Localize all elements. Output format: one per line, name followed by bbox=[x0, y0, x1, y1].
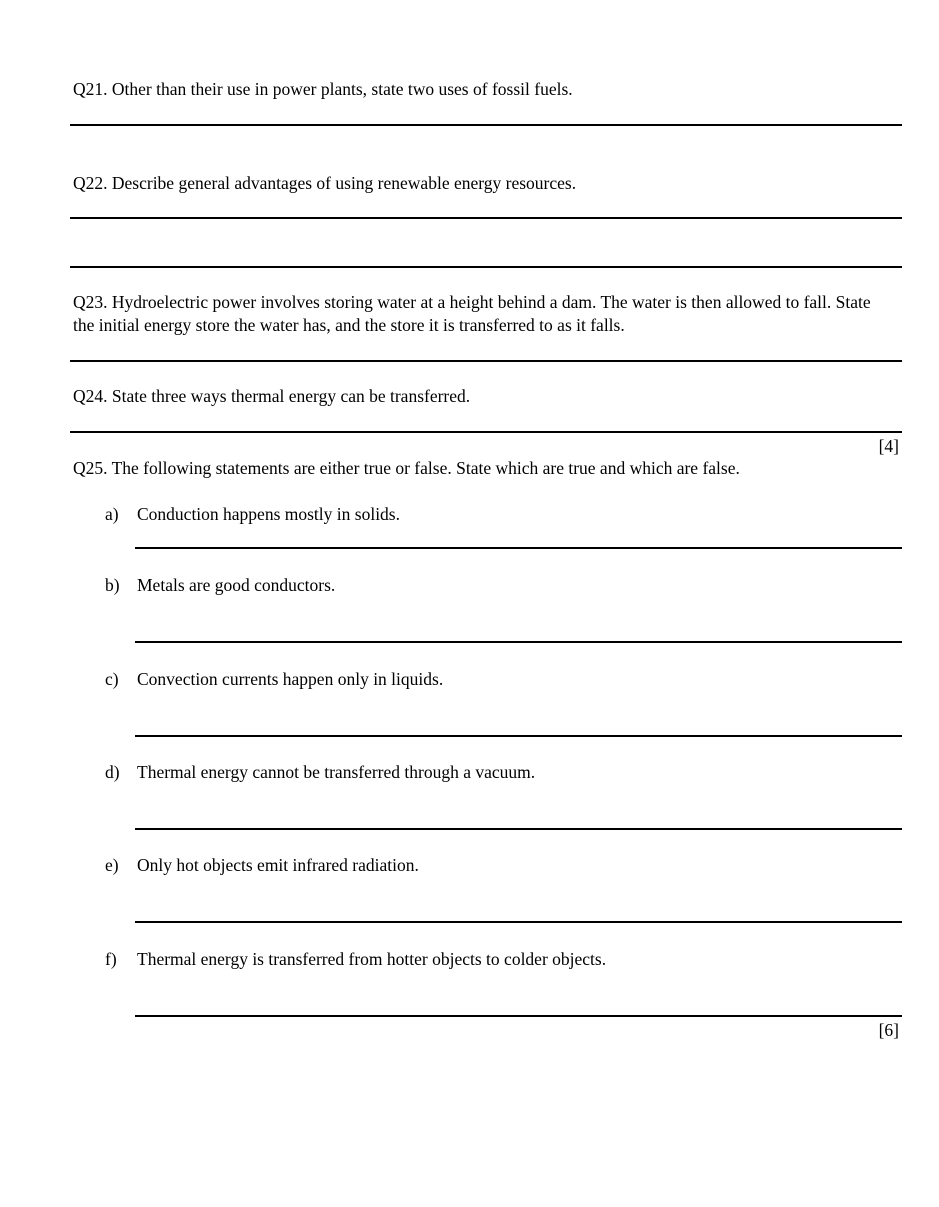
answer-line[interactable] bbox=[70, 360, 902, 362]
statement-label: d) bbox=[105, 762, 120, 782]
statement-text: Metals are good conductors. bbox=[137, 575, 336, 595]
answer-line[interactable] bbox=[135, 641, 902, 643]
answer-line[interactable] bbox=[135, 921, 902, 923]
statement-text: Thermal energy is transferred from hotter objects to colder objects. bbox=[137, 949, 607, 969]
answer-line[interactable] bbox=[135, 1015, 902, 1017]
answer-line[interactable] bbox=[70, 431, 902, 433]
statement-text: Thermal energy cannot be transferred through a vacuum. bbox=[137, 762, 536, 782]
statement-text: Conduction happens mostly in solids. bbox=[137, 504, 400, 524]
statement-label: a) bbox=[105, 504, 119, 524]
statement-label: e) bbox=[105, 855, 119, 875]
question-21: Q21. Other than their use in power plants, state two uses of fossil fuels. bbox=[73, 79, 573, 99]
marks-label: [6] bbox=[878, 1020, 899, 1040]
answer-line[interactable] bbox=[135, 828, 902, 830]
answer-line[interactable] bbox=[70, 266, 902, 268]
answer-line[interactable] bbox=[135, 735, 902, 737]
statement-label: b) bbox=[105, 575, 120, 595]
answer-line[interactable] bbox=[70, 124, 902, 126]
question-22: Q22. Describe general advantages of using renewable energy resources. bbox=[73, 173, 577, 193]
question-23: Q23. Hydroelectric power involves storing water at a height behind a dam. The water is then allowed to fall. State the initial energy store the water has, and the store it is transferred to as it falls. bbox=[73, 292, 871, 335]
question-24: Q24. State three ways thermal energy can be transferred. bbox=[73, 386, 471, 406]
answer-line[interactable] bbox=[70, 217, 902, 219]
marks-label: [4] bbox=[878, 436, 899, 456]
question-25: Q25. The following statements are either true or false. State which are true and which are false. bbox=[73, 458, 740, 478]
statement-text: Only hot objects emit infrared radiation. bbox=[137, 855, 419, 875]
statement-text: Convection currents happen only in liquids. bbox=[137, 669, 444, 689]
answer-line[interactable] bbox=[135, 547, 902, 549]
statement-label: c) bbox=[105, 669, 119, 689]
statement-label: f) bbox=[105, 949, 117, 969]
